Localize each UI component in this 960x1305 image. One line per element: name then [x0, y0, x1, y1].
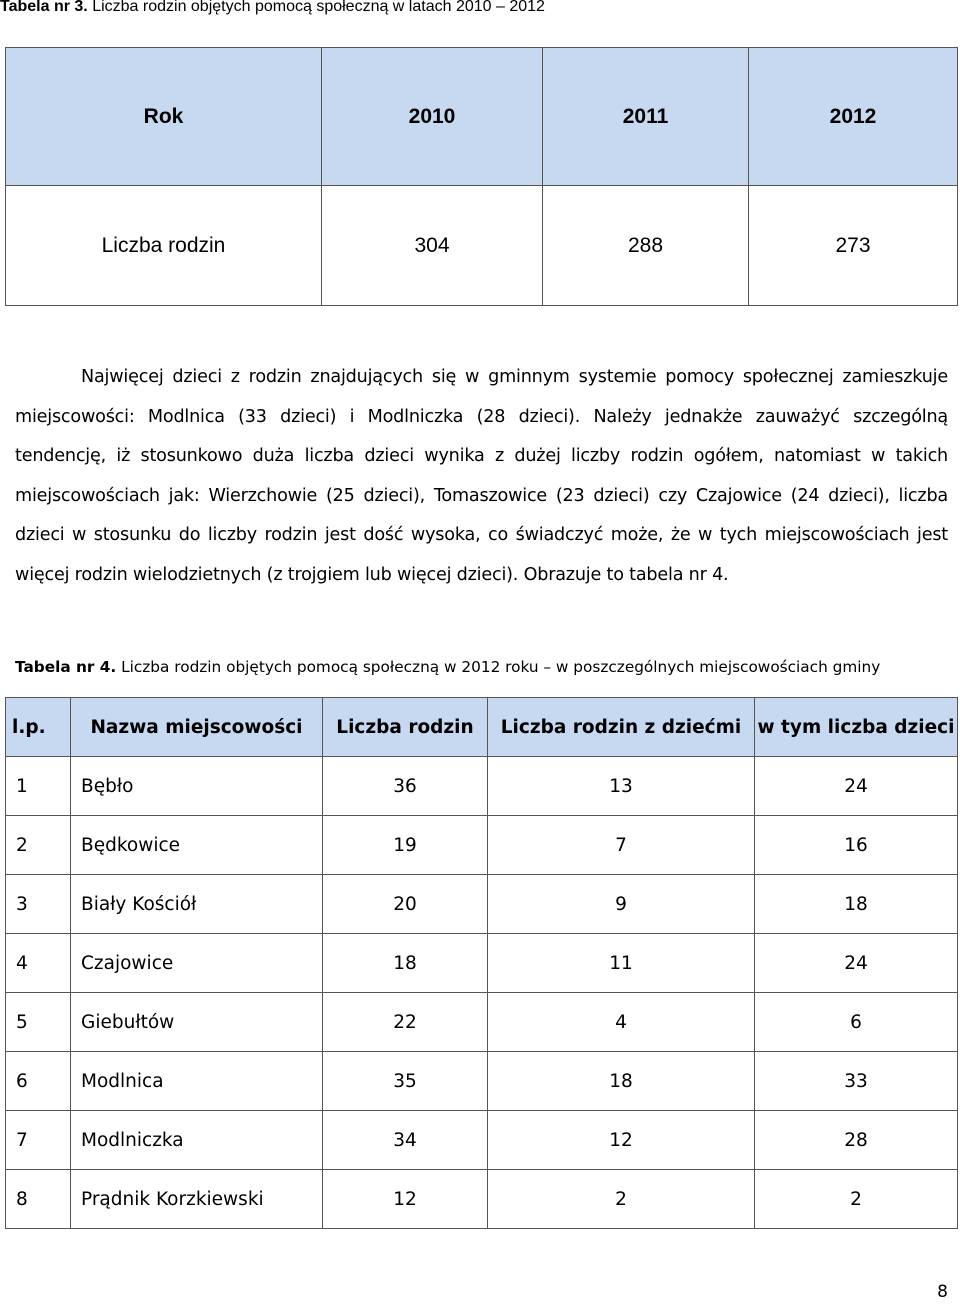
table-row — [6, 816, 958, 875]
table4-cell-families: 18 — [323, 934, 488, 993]
table3-cell-2011: 288 — [543, 186, 749, 306]
table-row — [6, 993, 958, 1052]
table4-cell-children: 6 — [755, 993, 958, 1052]
table4-cell-families-with-children: 13 — [488, 757, 755, 816]
table4-cell-families-with-children: 18 — [488, 1052, 755, 1111]
table-row — [6, 1111, 958, 1170]
table3-header-2010: 2010 — [322, 48, 543, 186]
body-paragraph: Najwięcej dzieci z rodzin znajdujących się w gminnym systemie pomocy społecznej zamieszkuje miejscowości: Modlnica (33 dzieci) i Modlniczka (28 dzieci). Należy jednakże zauważyć szczególną tendencję, iż stosunkowo duża liczba dzieci wynika z dużej liczby rodzin ogółem, natomiast w takich miejscowościach jak: Wierzchowie (25 dzieci), Tomaszowice (23 dzieci) czy Czajowice (24 dzieci), liczba dzieci w stosunku do liczby rodzin jest dość wysoka, co świadczyć może, że w tych miejscowościach jest więcej rodzin wielodzietnych (z trojgiem lub więcej dzieci). Obrazuje to tabela nr 4. — [15, 367, 948, 585]
table4-cell-families-with-children: 4 — [488, 993, 755, 1052]
table3-row-label: Liczba rodzin — [6, 186, 322, 306]
table4-header-families: Liczba rodzin — [323, 698, 488, 757]
table4-cell-children: 24 — [755, 934, 958, 993]
table4-cell-locality: Biały Kościół — [71, 875, 323, 934]
table-row — [6, 1170, 958, 1229]
table4-caption-label: Tabela nr 4. — [15, 658, 117, 676]
table4-cell-lp: 7 — [6, 1111, 71, 1170]
table-row — [6, 757, 958, 816]
table4-caption-text: Liczba rodzin objętych pomocą społeczną w 2012 roku – w poszczególnych miejscowościach gminy — [121, 658, 881, 676]
table3-header-rok: Rok — [6, 48, 322, 186]
table3-caption-text: Liczba rodzin objętych pomocą społeczną w latach 2010 – 2012 — [92, 0, 545, 15]
table4-cell-families: 22 — [323, 993, 488, 1052]
table4-cell-locality: Bębło — [71, 757, 323, 816]
table-row — [6, 875, 958, 934]
table4-cell-children: 33 — [755, 1052, 958, 1111]
table3-caption — [0, 0, 545, 16]
table-families-2010-2012 — [5, 47, 958, 306]
table3-cell-2010: 304 — [322, 186, 543, 306]
table4-header-row — [6, 698, 958, 757]
page-number: 8 — [937, 1282, 948, 1302]
table3-header-2012: 2012 — [749, 48, 958, 186]
table4-cell-children: 18 — [755, 875, 958, 934]
table4-cell-families-with-children: 9 — [488, 875, 755, 934]
table-row — [6, 934, 958, 993]
table-families-by-locality — [5, 697, 958, 1229]
table3-header-row — [6, 48, 958, 186]
table4-cell-lp: 8 — [6, 1170, 71, 1229]
table4-cell-families: 19 — [323, 816, 488, 875]
table4-cell-families-with-children: 2 — [488, 1170, 755, 1229]
table4-cell-families-with-children: 12 — [488, 1111, 755, 1170]
table4-header-families-with-children: Liczba rodzin z dziećmi — [488, 698, 755, 757]
table3-cell-2012: 273 — [749, 186, 958, 306]
table4-cell-lp: 3 — [6, 875, 71, 934]
table4-cell-lp: 2 — [6, 816, 71, 875]
table4-cell-lp: 6 — [6, 1052, 71, 1111]
table4-cell-families: 36 — [323, 757, 488, 816]
table3-row — [6, 186, 958, 306]
table4-header-children: w tym liczba dzieci — [755, 698, 958, 757]
table3-caption-label: Tabela nr 3. — [0, 0, 88, 15]
table4-header-locality: Nazwa miejscowości — [71, 698, 323, 757]
table4-header-lp: l.p. — [6, 698, 71, 757]
table4-cell-families: 34 — [323, 1111, 488, 1170]
table4-cell-families-with-children: 7 — [488, 816, 755, 875]
table4-cell-locality: Modlnica — [71, 1052, 323, 1111]
table4-cell-lp: 1 — [6, 757, 71, 816]
table4-cell-families: 35 — [323, 1052, 488, 1111]
table4-cell-lp: 4 — [6, 934, 71, 993]
table4-cell-locality: Będkowice — [71, 816, 323, 875]
table4-cell-children: 16 — [755, 816, 958, 875]
table-row — [6, 1052, 958, 1111]
table4-cell-children: 28 — [755, 1111, 958, 1170]
table4-cell-locality: Modlniczka — [71, 1111, 323, 1170]
table4-caption — [15, 658, 955, 676]
table4-cell-families: 12 — [323, 1170, 488, 1229]
table4-cell-children: 24 — [755, 757, 958, 816]
table4-cell-locality: Giebułtów — [71, 993, 323, 1052]
table3-header-2011: 2011 — [543, 48, 749, 186]
table4-cell-children: 2 — [755, 1170, 958, 1229]
table4-cell-families-with-children: 11 — [488, 934, 755, 993]
table4-cell-locality: Czajowice — [71, 934, 323, 993]
table4-cell-families: 20 — [323, 875, 488, 934]
table4-cell-locality: Prądnik Korzkiewski — [71, 1170, 323, 1229]
table4-cell-lp: 5 — [6, 993, 71, 1052]
